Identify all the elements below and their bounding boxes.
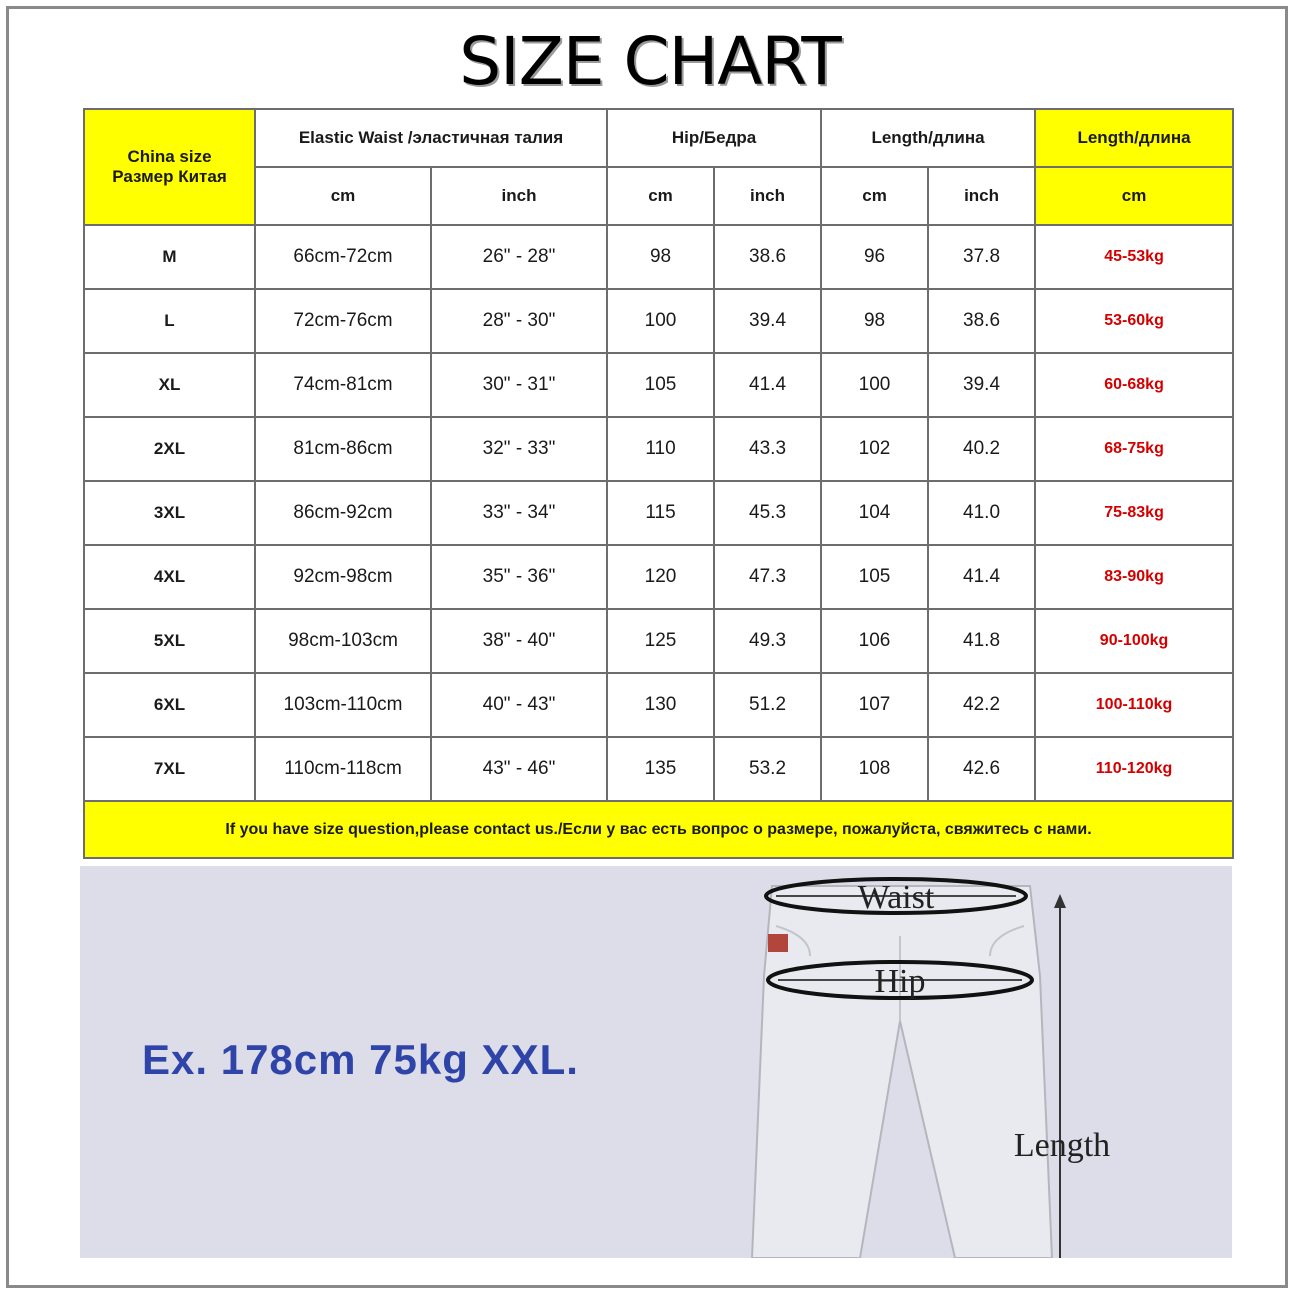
header-row [84,109,1233,167]
length-inch-cell: 41.4 [928,545,1035,609]
header-weight: Length/длина [1035,109,1233,167]
hip-cm-cell: 135 [607,737,714,801]
hip-cm-cell: 120 [607,545,714,609]
waist-inch-cell: 32" - 33" [431,417,607,481]
hip-cm-cell: 100 [607,289,714,353]
waist-cm-cell: 86cm-92cm [255,481,431,545]
hip-label: Hip [874,963,926,1000]
waist-cm-cell: 103cm-110cm [255,673,431,737]
unit-cell: cm [607,167,714,225]
waist-cm-cell: 81cm-86cm [255,417,431,481]
length-inch-cell: 40.2 [928,417,1035,481]
example-text: Ex. 178cm 75kg XXL. [142,1036,579,1083]
hip-inch-cell: 53.2 [714,737,821,801]
size-cell: XL [84,353,255,417]
length-inch-cell: 41.8 [928,609,1035,673]
length-inch-cell: 42.6 [928,737,1035,801]
size-table [83,108,1234,859]
waist-inch-cell: 43" - 46" [431,737,607,801]
size-cell: 3XL [84,481,255,545]
waist-cm-cell: 110cm-118cm [255,737,431,801]
table-row [84,737,1233,801]
hip-cm-cell: 105 [607,353,714,417]
page-title: SIZE CHART [459,23,841,100]
table-row [84,353,1233,417]
hip-inch-cell: 43.3 [714,417,821,481]
length-cm-cell: 102 [821,417,928,481]
waist-inch-cell: 33" - 34" [431,481,607,545]
pants-label-patch [768,934,788,952]
hip-cm-cell: 115 [607,481,714,545]
size-cell: 6XL [84,673,255,737]
length-inch-cell: 42.2 [928,673,1035,737]
table-row [84,609,1233,673]
weight-cell: 68-75kg [1035,417,1233,481]
pants-diagram [740,866,1160,1258]
hip-cm-cell: 98 [607,225,714,289]
weight-cell: 60-68kg [1035,353,1233,417]
waist-label: Waist [857,879,935,916]
unit-cell: inch [928,167,1035,225]
length-cm-cell: 106 [821,609,928,673]
waist-cm-cell: 92cm-98cm [255,545,431,609]
waist-cm-cell: 98cm-103cm [255,609,431,673]
length-arrow-head [1054,894,1066,908]
waist-cm-cell: 74cm-81cm [255,353,431,417]
length-cm-cell: 96 [821,225,928,289]
length-inch-cell: 41.0 [928,481,1035,545]
table-row [84,481,1233,545]
header-china-size-label: China size [127,147,212,166]
size-cell: 5XL [84,609,255,673]
hip-inch-cell: 41.4 [714,353,821,417]
waist-inch-cell: 30" - 31" [431,353,607,417]
waist-inch-cell: 40" - 43" [431,673,607,737]
table-row [84,225,1233,289]
hip-inch-cell: 39.4 [714,289,821,353]
size-cell: L [84,289,255,353]
header-waist: Elastic Waist /эластичная талия [255,109,607,167]
hip-cm-cell: 130 [607,673,714,737]
table-row [84,545,1233,609]
header-length: Length/длина [821,109,1035,167]
weight-cell: 75-83kg [1035,481,1233,545]
size-cell: 2XL [84,417,255,481]
pants-outline [752,886,1052,1258]
length-cm-cell: 107 [821,673,928,737]
length-cm-cell: 108 [821,737,928,801]
table-row [84,417,1233,481]
waist-inch-cell: 26" - 28" [431,225,607,289]
unit-cell: cm [1035,167,1233,225]
length-cm-cell: 98 [821,289,928,353]
waist-cm-cell: 66cm-72cm [255,225,431,289]
hip-cm-cell: 125 [607,609,714,673]
size-cell: 7XL [84,737,255,801]
unit-cell: inch [431,167,607,225]
table-row [84,289,1233,353]
waist-inch-cell: 35" - 36" [431,545,607,609]
hip-inch-cell: 51.2 [714,673,821,737]
unit-row [84,167,1233,225]
weight-cell: 45-53kg [1035,225,1233,289]
weight-cell: 110-120kg [1035,737,1233,801]
length-cm-cell: 104 [821,481,928,545]
length-inch-cell: 38.6 [928,289,1035,353]
unit-cell: cm [821,167,928,225]
unit-cell: cm [255,167,431,225]
table-row [84,673,1233,737]
contact-note: If you have size question,please contact us./Если у вас есть вопрос о размере, пожалуйста, свяжитесь с нами. [84,801,1233,858]
header-china-size [84,109,255,225]
hip-inch-cell: 45.3 [714,481,821,545]
header-hip: Hip/Бедра [607,109,821,167]
length-inch-cell: 37.8 [928,225,1035,289]
length-label: Length [1013,1127,1111,1164]
weight-cell: 83-90kg [1035,545,1233,609]
hip-inch-cell: 47.3 [714,545,821,609]
length-cm-cell: 105 [821,545,928,609]
length-inch-cell: 39.4 [928,353,1035,417]
length-cm-cell: 100 [821,353,928,417]
header-china-size-ru-label: Размер Китая [112,167,227,186]
waist-inch-cell: 28" - 30" [431,289,607,353]
note-row [84,801,1233,858]
waist-cm-cell: 72cm-76cm [255,289,431,353]
unit-cell: inch [714,167,821,225]
hip-inch-cell: 38.6 [714,225,821,289]
weight-cell: 90-100kg [1035,609,1233,673]
weight-cell: 100-110kg [1035,673,1233,737]
hip-inch-cell: 49.3 [714,609,821,673]
waist-inch-cell: 38" - 40" [431,609,607,673]
hip-cm-cell: 110 [607,417,714,481]
size-cell: 4XL [84,545,255,609]
size-cell: M [84,225,255,289]
weight-cell: 53-60kg [1035,289,1233,353]
